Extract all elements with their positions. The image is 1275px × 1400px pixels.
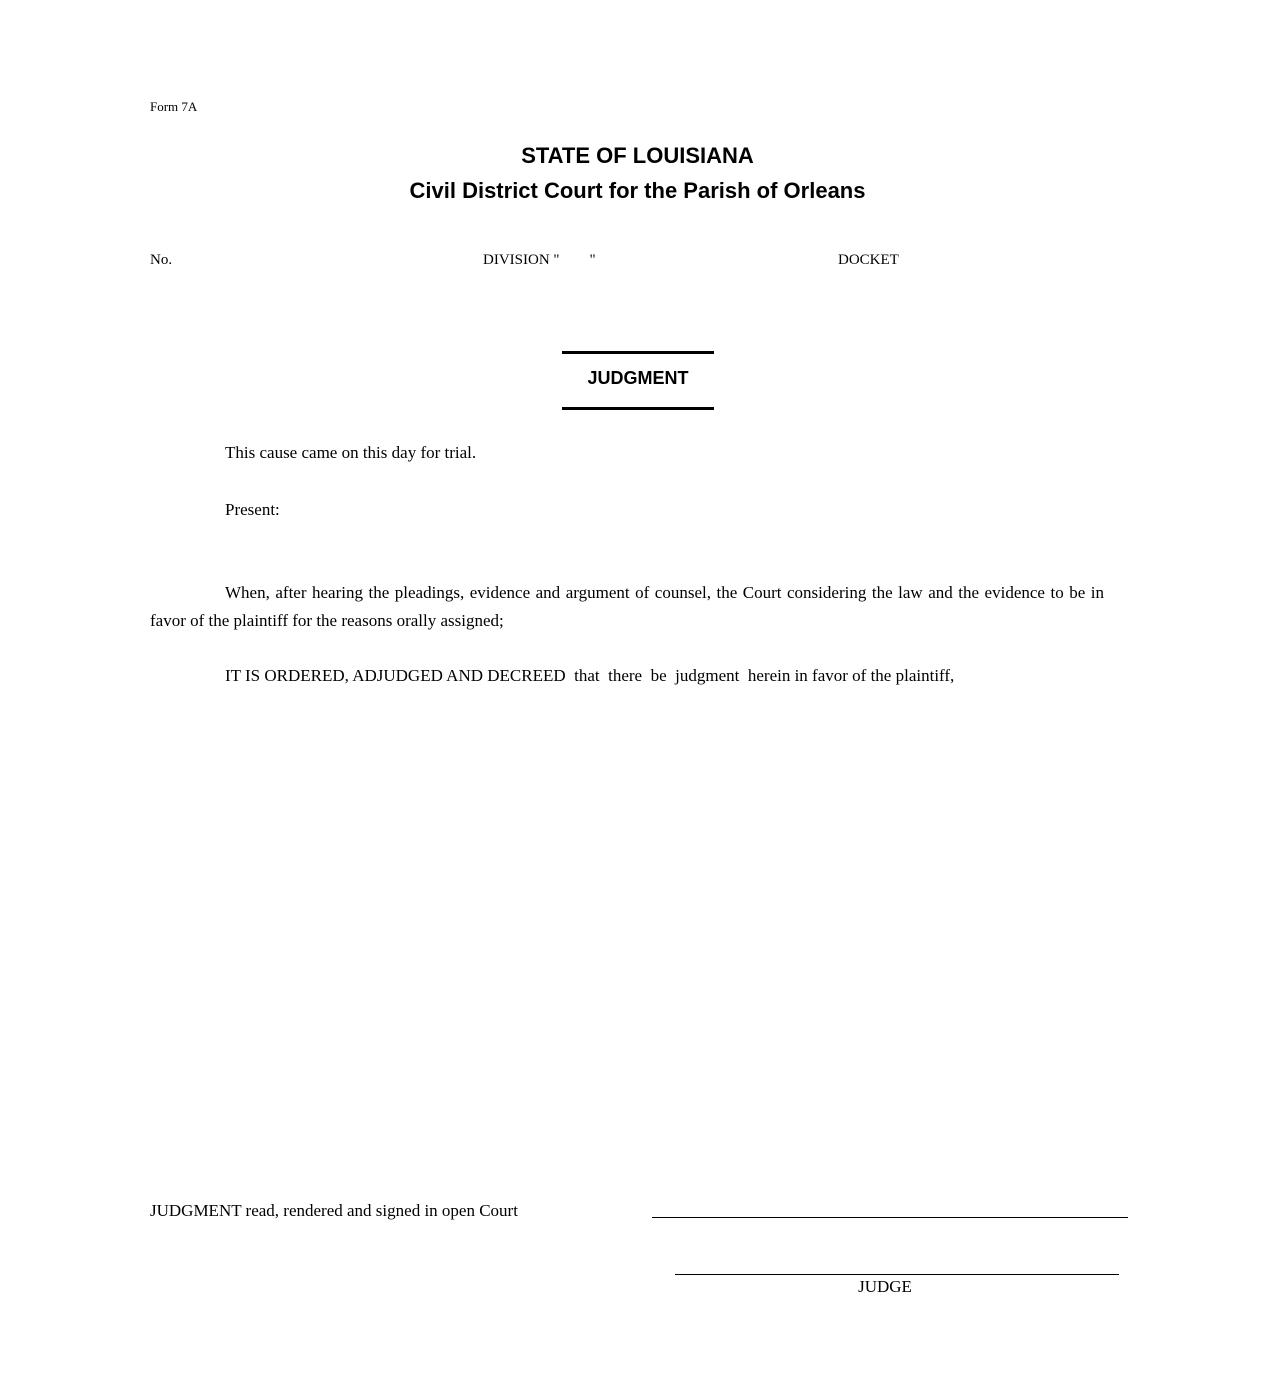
court-title: Civil District Court for the Parish of Orleans [409,178,866,203]
form-number: Form 7A [150,99,198,114]
judge-label: JUDGE [858,1277,912,1296]
state-title: STATE OF LOUISIANA [521,143,754,168]
division-label: DIVISION " " [483,252,596,268]
judgment-rule-bottom [562,407,714,410]
signed-in-court-label: JUDGMENT read, rendered and signed in open Court [150,1201,518,1220]
docket-label: DOCKET [838,252,899,268]
cause-line: This cause came on this day for trial. [225,443,477,462]
judgment-heading: JUDGMENT [587,368,689,388]
signed-date-blank-line [652,1217,1128,1218]
judgment-rule-top [562,351,714,354]
order-paragraph: IT IS ORDERED, ADJUDGED AND DECREED that there be judgment herein in favor of the plaintiff, [225,666,955,685]
present-label: Present: [225,500,280,519]
judge-signature-line [675,1274,1119,1275]
case-number-label: No. [150,252,173,268]
hearing-paragraph: When, after hearing the pleadings, evidence and argument of counsel, the Court considering the law and the evidence to be in favor of the plaintiff for the reasons orally assigned; [150,583,1104,630]
